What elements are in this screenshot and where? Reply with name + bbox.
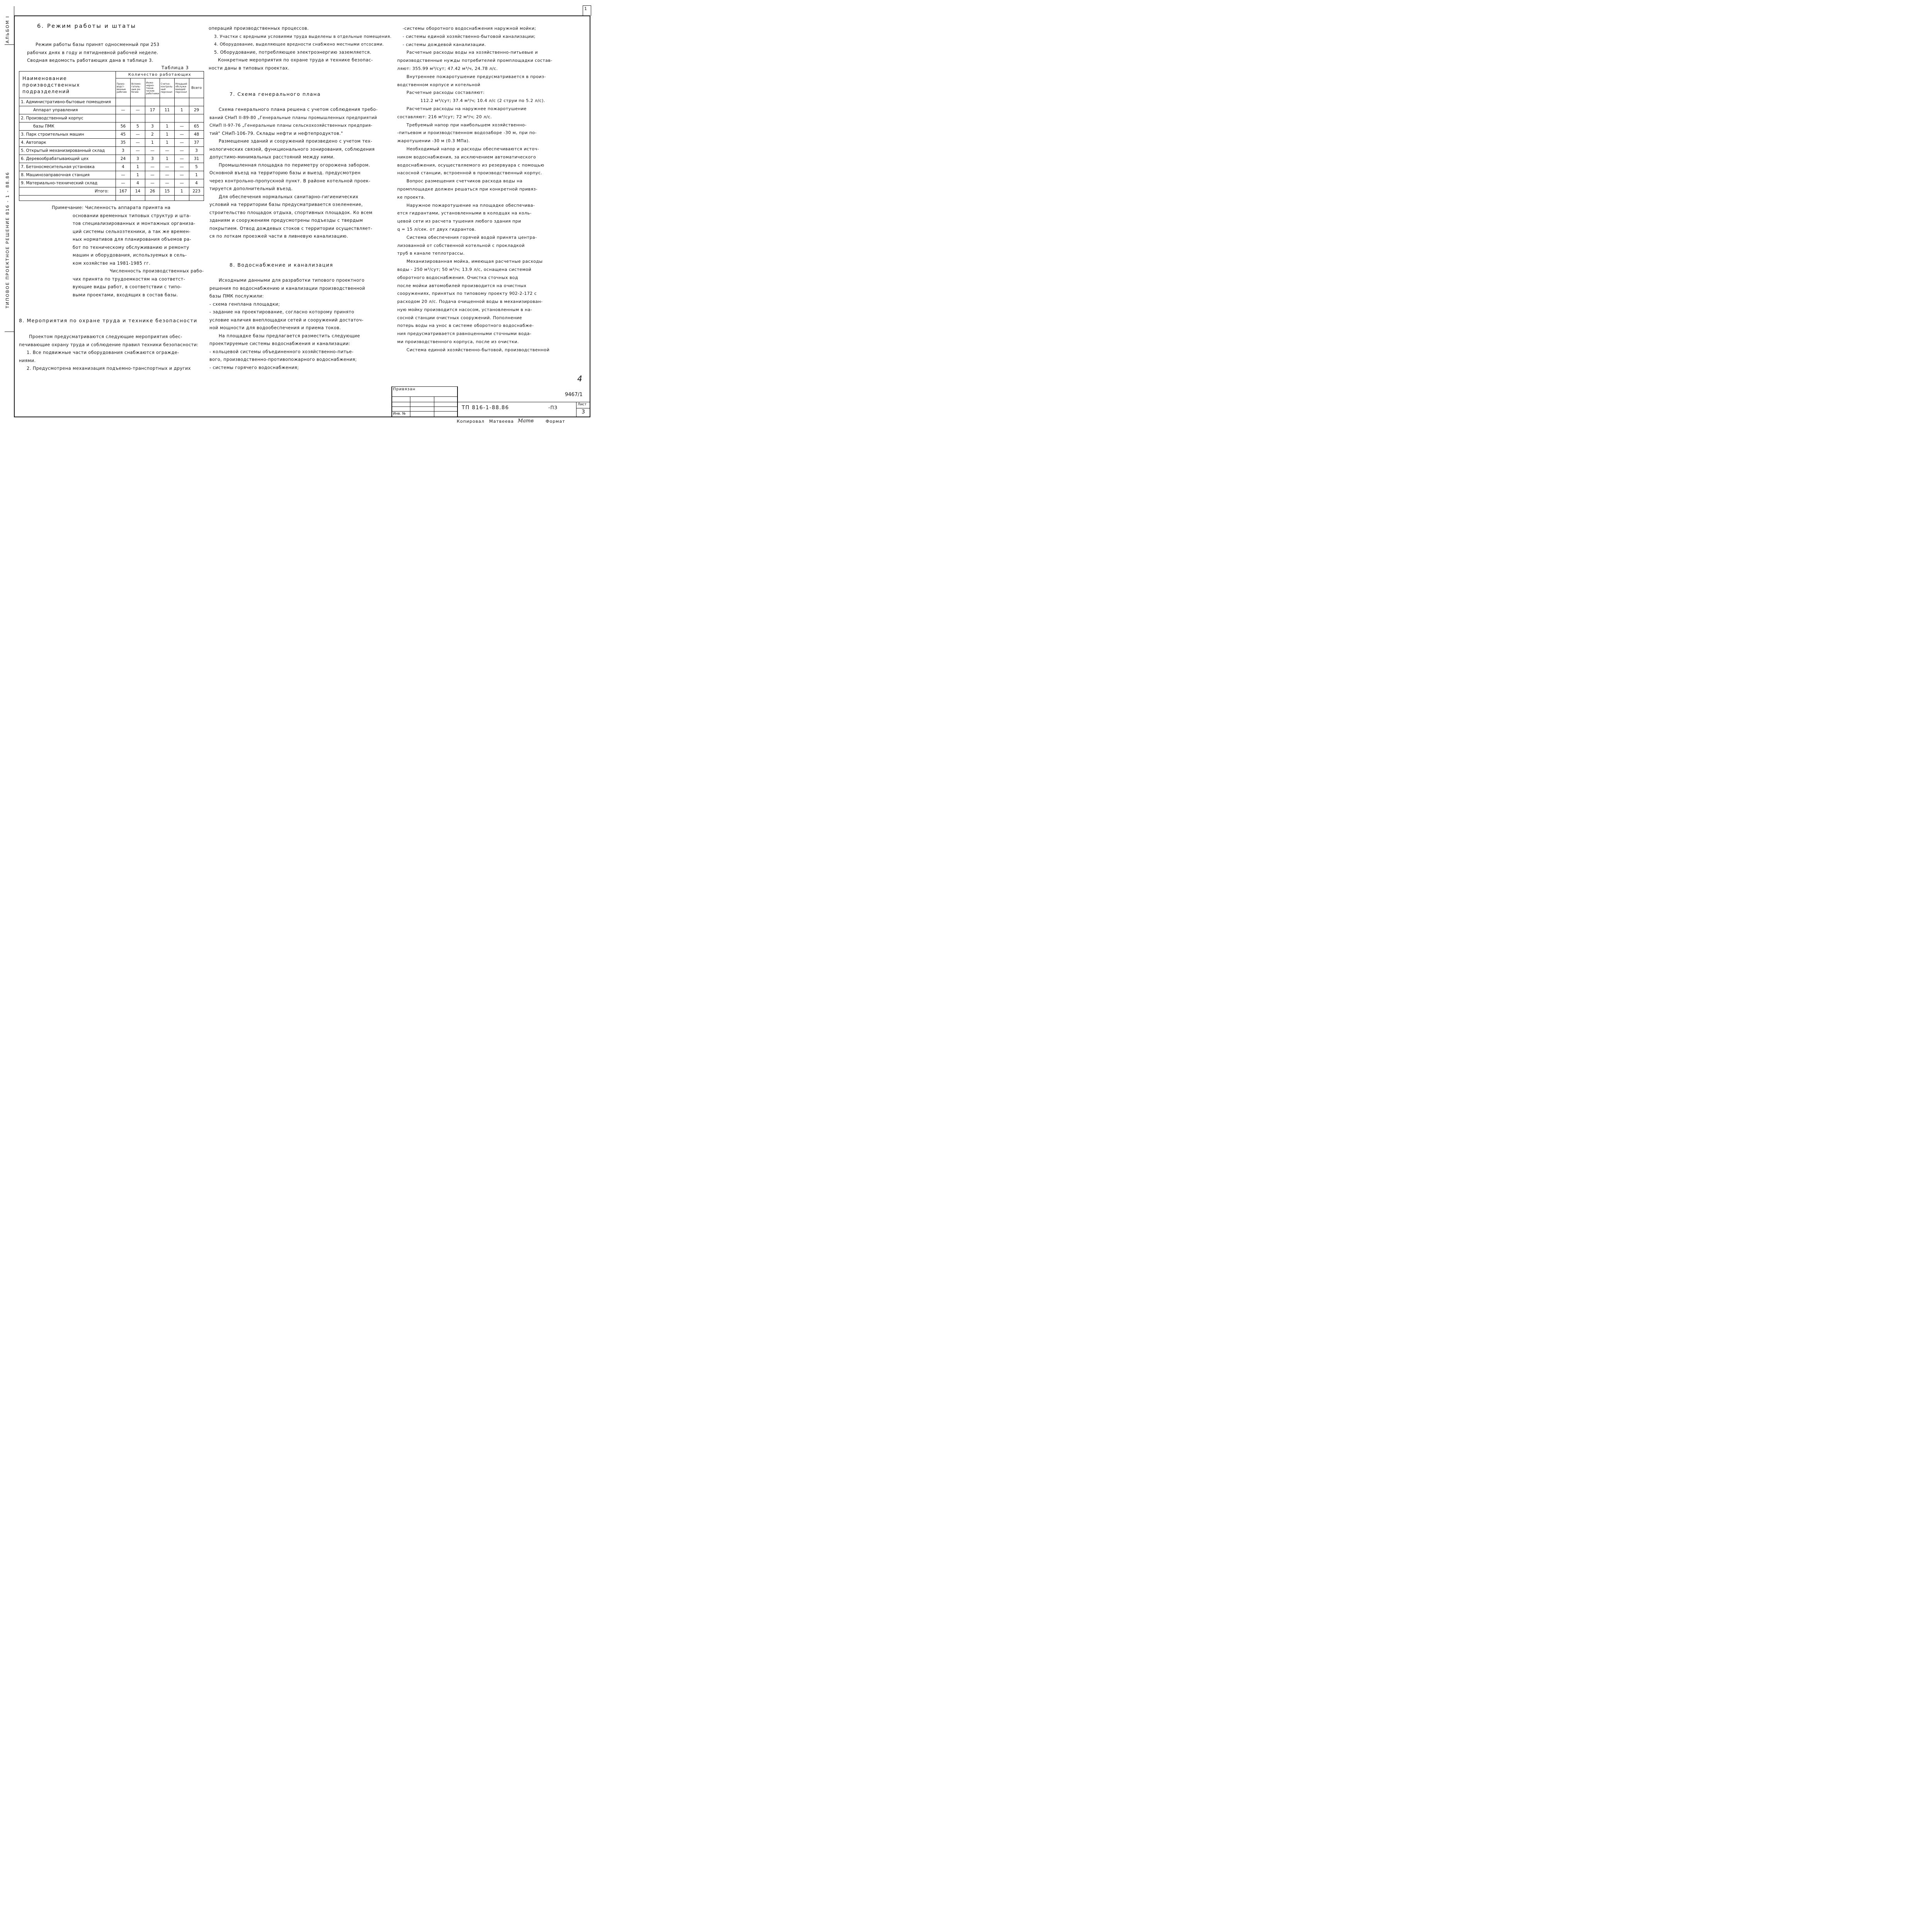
text-line: промплощадке должен решаться при конкретной привяз- [397, 186, 538, 192]
text-line: покрытием. Отвод дождевых стоков с территории осуществляет- [209, 226, 372, 231]
copier-name: Матвеева [489, 419, 514, 424]
table-subheader: Произ-водст-венные рабочие [116, 78, 131, 98]
stamp-inv: Инв. № [393, 412, 406, 416]
table-row [19, 155, 204, 163]
table-cell-value [160, 98, 175, 106]
text-line: ваний СНиП II-89-80 „Генеральные планы промышленных предприятий [209, 115, 377, 120]
table-row [19, 138, 204, 146]
stamp-sheet-num: 3 [582, 409, 585, 415]
text-line: 4. Оборудование, выделяющее вредности снабжено местными отсосами. [214, 42, 384, 47]
table-cell-value: — [175, 163, 189, 171]
table-cell-name: 9. Материально-технический склад [19, 179, 116, 187]
table-cell-value: 14 [131, 187, 145, 195]
text-line: сосной станции очистных сооружений. Пополнение [397, 315, 522, 320]
text-line: нологических связей, функционального зонирования, соблюдения [209, 146, 375, 152]
table-cell-value: 3 [116, 146, 131, 155]
text-line: Необходимый напор и расходы обеспечиваются источ- [406, 146, 539, 151]
text-line: ных нормативов для планирования объемов ра- [73, 237, 192, 242]
text-line: вого, производственно-противопожарного водоснабжения; [209, 357, 357, 362]
table-cell-name: 5. Открытый механизированный склад [19, 146, 116, 155]
inventory-code: 9467/1 [565, 392, 583, 398]
table-cell-value: — [131, 138, 145, 146]
text-line: бот по техническому обслуживанию и ремонту [73, 245, 189, 250]
section-8-heading: 8. Водоснабжение и канализация [230, 262, 333, 268]
text-line: -системы оборотного водоснабжения наружной мойки; [403, 26, 536, 31]
text-line: условие наличия внеплощадки сетей и сооружений достаточ- [209, 317, 364, 323]
text-line: основании временных типовых структур и шта- [73, 213, 191, 218]
table-cell-name: Аппарат управления [19, 106, 116, 114]
text-line: после мойки автомобилей производится на очистных [397, 283, 527, 288]
text-line: строительство площадок отдыха, спортивных площадок. Ко всем [209, 210, 372, 215]
table-cell-value: — [160, 163, 175, 171]
table-cell-value [145, 98, 160, 106]
section-6-note [52, 204, 204, 299]
text-line: расходом 20 л/с. Подача очищенной воды в механизирован- [397, 299, 543, 304]
text-line: Конкретные мероприятия по охране труда и технике безопас- [218, 58, 373, 63]
table-cell-empty [189, 195, 204, 201]
table-cell-value: 4 [189, 179, 204, 187]
table-cell-value [145, 114, 160, 122]
water-supply-continued [397, 25, 553, 354]
text-line: цевой сети из расчета тушения любого здания при [397, 219, 521, 224]
sidebar [1, 15, 13, 309]
text-line: Наружное пожаротушение на площадке обеспечива- [406, 202, 535, 208]
table-cell-name: базы ПМК [19, 122, 116, 131]
text-line: 1. Все подвижные части оборудования снабжаются огражде- [27, 350, 179, 355]
text-line: вующие виды работ, в соответствии с типо- [73, 284, 182, 289]
text-line: Примечание: Численность аппарата принята на [52, 205, 171, 210]
text-line: производственные нужды потребителей промплощадки состав- [397, 58, 553, 63]
table-row [19, 171, 204, 179]
table-row [19, 146, 204, 155]
text-line: проектируемые системы водоснабжения и канализации: [209, 341, 350, 346]
text-line: - схема генплана площадки; [209, 301, 280, 307]
text-line: Внутреннее пожаротушение предусматривается в произ- [406, 74, 546, 79]
table-cell-value [175, 114, 189, 122]
table-cell-value: — [175, 131, 189, 139]
section-8a-heading: 8. Мероприятия по охране труда и технике безопасности [19, 318, 197, 323]
table-cell-value [131, 98, 145, 106]
table-cell-value: 3 [189, 146, 204, 155]
text-line: ной мощности для водообеспечения и приема токов. [209, 325, 341, 330]
text-line: воды - 250 м³/сут; 50 м³/ч; 13.9 л/с, оснащена системой [397, 267, 532, 272]
text-line: составляют: 216 м³/сут; 72 м³/ч; 20 л/с. [397, 114, 492, 119]
table-subheader: Инже-нерно-техни-ческие работники [145, 78, 160, 98]
text-line: ниями. [19, 358, 36, 363]
stamp-bound: Привязан [393, 387, 416, 391]
text-line: -питьевом и производственном водозаборе -30 м, при по- [397, 130, 537, 136]
table-row [19, 179, 204, 187]
copier-signature: Матв [518, 418, 534, 424]
text-line: ком хозяйстве на 1981-1985 гг. [73, 260, 151, 266]
text-line: Механизированная мойка, имеющая расчетные расходы [406, 259, 543, 264]
text-line: 112.2 м³/сут; 37.4 м³/ч; 10.4 л/с (2 струи по 5.2 л/с). [420, 98, 545, 104]
text-line: - системы горячего водоснабжения; [209, 365, 299, 370]
text-line: печивающие охрану труда и соблюдение правил техники безопасности: [19, 342, 199, 347]
text-line: тируется дополнительный въезд. [209, 186, 293, 191]
table-cell-value: 1 [160, 138, 175, 146]
sidebar-album: АЛЬБОМ I [5, 15, 10, 43]
table-row [19, 106, 204, 114]
text-line: Промышленная площадка по периметру огорожена забором. [219, 162, 370, 168]
text-line: ций системы сельхозтехники, а так же времен- [73, 229, 191, 234]
table-subheader: Счетно-контроль-ный персонал [160, 78, 175, 98]
stamp-sheet-label: Лист [578, 403, 587, 406]
table-caption: Таблица 3 [162, 65, 189, 70]
text-line: ния предусматривается равноценными сточными вода- [397, 331, 532, 337]
table-cell-value: 1 [175, 106, 189, 114]
table-cell-empty [175, 195, 189, 201]
stamp-line [457, 386, 458, 417]
section-6-intro [27, 41, 160, 65]
table-cell-value: 5 [189, 163, 204, 171]
table-cell-value: — [175, 179, 189, 187]
stamp-section: -ПЗ [548, 405, 558, 410]
text-line: Режим работы базы принят односменный при 253 [36, 42, 160, 47]
table-cell-value: 4 [131, 179, 145, 187]
text-line: тов специализированных и монтажных организа- [73, 221, 196, 226]
table-subheader: Всего [189, 78, 204, 98]
text-line: 5. Оборудование, потребляющее электроэнергию заземляется. [214, 49, 372, 55]
table-row [19, 187, 204, 195]
table-cell-value: — [145, 171, 160, 179]
stamp-line [391, 406, 457, 407]
stamp-line [391, 396, 457, 397]
table-cell-name: 2. Производственный корпус [19, 114, 116, 122]
text-line: Проектом предусматриваются следующие мероприятия обес- [29, 334, 182, 339]
table-head-group: Количество работающих [116, 71, 204, 78]
table-cell-empty [160, 195, 175, 201]
table-cell-value: 1 [189, 171, 204, 179]
table-cell-value: 167 [116, 187, 131, 195]
table-cell-empty [19, 195, 116, 201]
text-line: труб в канале теплотрассы. [397, 251, 465, 256]
table-cell-value [175, 98, 189, 106]
text-line: ется гидрантами, установленными в колодцах на коль- [397, 211, 532, 216]
section-7-heading: 7. Схема генерального плана [230, 91, 321, 97]
text-line: жаротушении -30 м (0.3 МПа). [397, 138, 470, 144]
table-cell-value: 1 [131, 163, 145, 171]
text-line: условий на территории базы предусматривается озеленение, [209, 202, 363, 207]
table-cell-value: — [145, 163, 160, 171]
text-line: Численность производственных рабо- [110, 269, 204, 274]
table-cell-value [131, 114, 145, 122]
text-line: Основной въезд на территорию базы и выезд. предусмотрен [209, 170, 361, 175]
text-line: Требуемый напор при наибольшем хозяйственно- [406, 122, 527, 128]
text-line: Для обеспечения нормальных санитарно-гигиенических [219, 194, 359, 199]
section-8a-body [19, 333, 199, 373]
text-line: - системы дождевой канализации. [403, 42, 486, 47]
table-subheader: Вспомо-гатель-ные ра-бочие [131, 78, 145, 98]
table-cell-name: Итого: [19, 187, 116, 195]
table-cell-value: — [131, 146, 145, 155]
table-row [19, 163, 204, 171]
text-line: 2. Предусмотрена механизация подъемно-транспортных и других [27, 366, 191, 371]
text-line: СНиП II-97-76 „Генеральные планы сельскохозяйственных предприя- [209, 123, 373, 128]
table-cell-value: 1 [160, 122, 175, 131]
drawing-sheet [0, 0, 607, 430]
text-line: рабочих днях в году и пятидневной рабочей неделе. [27, 50, 158, 55]
table-cell-value [116, 114, 131, 122]
text-line: q = 15 л/сек. от двух гидрантов. [397, 226, 476, 232]
table-row-empty [19, 195, 204, 201]
section-7-body [209, 106, 378, 241]
table-cell-value: — [160, 171, 175, 179]
table-cell-value [160, 114, 175, 122]
table-row [19, 131, 204, 139]
table-cell-value: — [160, 179, 175, 187]
table-cell-value: 2 [145, 131, 160, 139]
table-cell-value: 1 [145, 138, 160, 146]
text-line: На площадке базы предлагается разместить следующие [219, 333, 360, 338]
table-cell-value [189, 98, 204, 106]
table-cell-empty [145, 195, 160, 201]
table-cell-value: 11 [160, 106, 175, 114]
table-cell-value: — [175, 171, 189, 179]
table-cell-empty [131, 195, 145, 201]
stamp-line [391, 411, 457, 412]
table-cell-value: 3 [145, 155, 160, 163]
staff-table [19, 71, 204, 201]
table-cell-value: — [116, 171, 131, 179]
table-cell-empty [116, 195, 131, 201]
text-line: чих принята по трудоемкостям на соответст- [73, 276, 185, 282]
text-line: Расчетные расходы воды на хозяйственно-питьевые и [406, 50, 538, 55]
table-cell-value: 65 [189, 122, 204, 131]
text-line: - задание на проектирование, согласно которому принято [209, 310, 354, 315]
table-cell-value: — [175, 138, 189, 146]
table-cell-value: 1 [175, 187, 189, 195]
table-cell-value: — [160, 146, 175, 155]
text-line: операций производственных процессов. [209, 26, 309, 31]
text-line: лизованной от собственной котельной с прокладкой [397, 243, 525, 248]
text-line: Размещение зданий и сооружений произведено с учетом тех- [219, 139, 372, 144]
stamp-code: ТП 816-1-88.86 [462, 405, 509, 411]
text-line: Расчетные расходы составляют: [406, 90, 485, 95]
section-6-heading: 6. Режим работы и штаты [37, 23, 136, 29]
corner-mark: 1 [584, 6, 587, 11]
text-line: тий" СНиП-106-79. Склады нефти и нефтепродуктов." [209, 131, 343, 136]
title-block [391, 386, 590, 417]
text-line: - системы единой хозяйственно-бытовой канализации; [403, 34, 536, 39]
table-cell-value: 5 [131, 122, 145, 131]
table-row [19, 122, 204, 131]
table-cell-value: — [116, 106, 131, 114]
table-cell-value: 56 [116, 122, 131, 131]
table-cell-value: 31 [189, 155, 204, 163]
table-cell-value: 3 [131, 155, 145, 163]
text-line: ке проекта. [397, 194, 425, 200]
table-cell-name: 1. Административно-бытовые помещения [19, 98, 116, 106]
table-cell-value: 1 [131, 171, 145, 179]
table-cell-value [189, 114, 204, 122]
text-line: водственном корпусе и котельной [397, 82, 481, 87]
table-cell-value: 48 [189, 131, 204, 139]
text-line: насосной станции, встроенной в производственный корпус. [397, 170, 543, 176]
table-row [19, 98, 204, 106]
text-line: Расчетные расходы на наружнее пожаротушение [406, 106, 527, 111]
table-cell-value: 4 [116, 163, 131, 171]
table-cell-value: 17 [145, 106, 160, 114]
section-8-body [209, 277, 365, 372]
text-line: Исходными данными для разработки типового проектного [219, 278, 365, 283]
table-cell-value: — [116, 179, 131, 187]
text-line: оборотного водоснабжения. Очистка сточных вод [397, 275, 518, 280]
text-line: Сводная ведомость работающих дана в таблице 3. [27, 58, 153, 63]
stamp-line [391, 386, 457, 387]
section-8a-continued [209, 25, 391, 72]
table-row [19, 114, 204, 122]
text-line: ляют: 355.99 м³/сут; 47.42 м³/ч, 24.78 л/с. [397, 66, 498, 71]
table-cell-name: 8. Машинозаправочная станция [19, 171, 116, 179]
table-cell-value: — [131, 131, 145, 139]
text-line: ником водоснабжения, за исключением автоматического [397, 154, 536, 160]
table-cell-name: 6. Деревообрабатывающий цех [19, 155, 116, 163]
text-line: 3. Участки с вредными условиями труда выделены в отдельные помещения. [214, 34, 392, 39]
table-cell-value: 1 [160, 131, 175, 139]
table-cell-name: 3. Парк строительных машин [19, 131, 116, 139]
table-cell-value: — [131, 106, 145, 114]
text-line: потерь воды на унос в системе оборотного водоснабже- [397, 323, 534, 328]
table-cell-value: 26 [145, 187, 160, 195]
text-line: через контрольно-пропускной пункт. В районе котельной проек- [209, 178, 371, 184]
text-line: ся по лоткам проезжей части в ливневую канализацию. [209, 234, 349, 239]
text-line: Система единой хозяйственно-бытовой, производственной [406, 347, 550, 352]
text-line: ми производственного корпуса, после из очистки. [397, 339, 519, 345]
sidebar-doc-title: ТИПОВОЕ ПРОЕКТНОЕ РЕШЕНИЕ 816 - 1 - 88.86 [5, 172, 10, 308]
page-marker: 4 [577, 374, 582, 383]
table-cell-value [116, 98, 131, 106]
table-cell-value: — [145, 146, 160, 155]
text-line: Система обеспечения горячей водой принята центра- [406, 235, 537, 240]
text-line: выми проектами, входящих в состав базы. [73, 292, 178, 298]
table-cell-name: 7. Бетоносмесительная установка [19, 163, 116, 171]
text-line: сооружениях, принятых по типовому проекту 902-2-172 с [397, 291, 537, 296]
table-cell-value: — [175, 122, 189, 131]
table-head-name: Наименование производственных подразделений [19, 71, 116, 98]
copied-label: Копировал [457, 419, 485, 424]
table-cell-name: 4. Автопарк [19, 138, 116, 146]
text-line: Схема генерального плана решена с учетом соблюдения требо- [219, 107, 378, 112]
table-cell-value: 29 [189, 106, 204, 114]
table-cell-value: 3 [145, 122, 160, 131]
text-line: решения по водоснабжению и канализации производственной [209, 286, 366, 291]
text-line: допустимо-минимальных расстояний между ними. [209, 155, 335, 160]
text-line: - кольцевой системы объединенного хозяйственно-питье- [209, 349, 354, 354]
format-label: Формат [546, 419, 565, 424]
table-cell-value: — [175, 155, 189, 163]
table-cell-value: — [145, 179, 160, 187]
text-line: зданиям и сооружениям предусмотрены подъезды с твердым [209, 218, 363, 223]
table-cell-value: 1 [160, 155, 175, 163]
stamp-line [576, 402, 577, 417]
table-cell-value: 223 [189, 187, 204, 195]
table-cell-value: 37 [189, 138, 204, 146]
text-line: ности даны в типовых проектах. [209, 65, 290, 71]
text-line: водоснабжения, осуществляемого из резервуара с помощью [397, 162, 544, 168]
text-line: базы ПМК послужили: [209, 294, 264, 299]
table-cell-value: 15 [160, 187, 175, 195]
text-line: машин и оборудования, используемых в сель- [73, 253, 187, 258]
table-cell-value: 45 [116, 131, 131, 139]
text-line: ную мойку производится насосом, установленным в на- [397, 307, 532, 312]
table-cell-value: 35 [116, 138, 131, 146]
table-cell-value: — [175, 146, 189, 155]
table-cell-value: 24 [116, 155, 131, 163]
table-subheader: Младший обслужи-вающий персонал [175, 78, 189, 98]
text-line: Вопрос размещения счетчиков расхода воды на [406, 179, 523, 184]
